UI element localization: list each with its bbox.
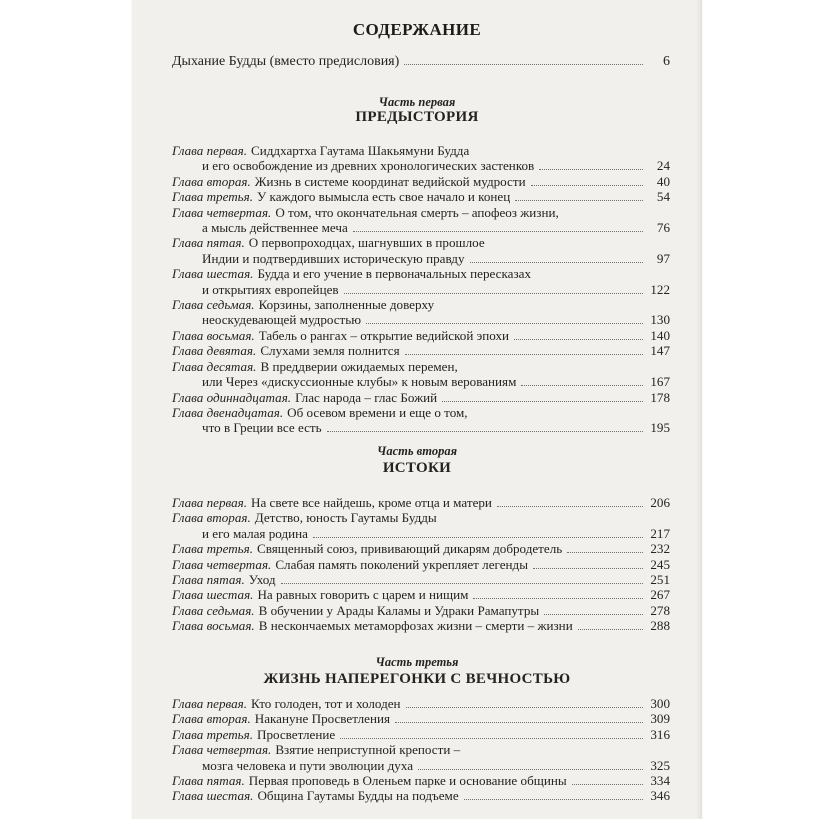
dot-leader — [514, 329, 643, 340]
chapter-label: Глава четвертая. — [172, 742, 272, 758]
chapter-label: Глава четвертая. — [172, 204, 272, 220]
part-label: Часть первая — [378, 95, 456, 109]
chapter-label: Глава первая. — [172, 495, 247, 510]
toc-entry-continuation — [172, 282, 670, 297]
chapter-label: Глава седьмая. — [172, 602, 255, 618]
toc-entry-continuation — [172, 420, 670, 435]
chapter-title: неоскудевающей мудростью — [202, 312, 362, 328]
page-number: 245 — [650, 556, 670, 572]
dot-leader — [515, 190, 643, 201]
dot-leader — [572, 774, 643, 785]
toc-entry — [172, 390, 670, 405]
toc-entry — [172, 711, 670, 726]
page-number: 278 — [650, 602, 670, 618]
chapter-title: Сиддхартха Гаутама Шакьямуни Будда — [251, 143, 470, 158]
part-title: ЖИЗНЬ НАПЕРЕГОНКИ С ВЕЧНОСТЬЮ — [263, 671, 571, 687]
page-number: 76 — [656, 220, 670, 236]
toc-entry — [172, 495, 670, 510]
book-page — [132, 0, 702, 819]
chapter-title: Табель о рангах – открытие ведийской эпохи — [258, 327, 510, 343]
chapter-label: Глава двенадцатая. — [172, 404, 284, 420]
toc-entry — [172, 405, 670, 420]
toc-entry — [172, 359, 670, 374]
chapter-title: У каждого вымысла есть свое начало и конец — [257, 189, 511, 205]
dot-leader — [340, 728, 643, 739]
toc-entry — [172, 603, 670, 618]
chapter-title: Просветление — [257, 726, 336, 742]
page-number: 251 — [650, 572, 670, 588]
toc-entry — [172, 773, 670, 788]
dot-leader — [470, 252, 643, 263]
part-title: ИСТОКИ — [382, 460, 452, 476]
page-number: 6 — [663, 53, 670, 69]
chapter-title: и открытиях европейцев — [202, 281, 339, 297]
chapter-title: Об осевом времени и еще о том, — [287, 404, 468, 420]
chapter-title: Детство, юность Гаутамы Будды — [254, 510, 437, 526]
toc-entry — [172, 143, 670, 158]
page-number: 217 — [650, 525, 670, 541]
chapter-label: Глава восьмая. — [172, 618, 255, 634]
dot-leader — [578, 619, 643, 630]
page-number: 97 — [656, 250, 670, 266]
part-label: Часть третья — [375, 655, 459, 669]
page-number: 325 — [650, 757, 670, 773]
chapter-title: Община Гаутамы Будды на подъеме — [257, 788, 459, 804]
chapter-title: Корзины, заполненные доверху — [258, 297, 435, 313]
part-title: ПРЕДЫСТОРИЯ — [355, 109, 479, 125]
toc-entry — [172, 235, 670, 250]
chapter-label: Глава восьмая. — [172, 327, 255, 343]
chapter-title: Первая проповедь в Оленьем парке и основание общины — [248, 773, 567, 789]
toc-entry — [172, 587, 670, 602]
chapter-title: Жизнь в системе координат ведийской мудрости — [254, 173, 526, 189]
chapter-title: Взятие неприступной крепости – — [275, 742, 461, 758]
toc-entry — [172, 618, 670, 633]
dot-leader — [406, 697, 643, 708]
dot-leader — [497, 496, 643, 507]
chapter-title: Слабая память поколений укрепляет легенды — [275, 556, 528, 572]
chapter-label: Глава одиннадцатая. — [172, 389, 292, 405]
page-number: 206 — [650, 495, 670, 510]
chapter-list — [172, 495, 670, 634]
toc-entry-continuation — [172, 251, 670, 266]
page-number: 167 — [650, 374, 670, 390]
chapter-title: В нескончаемых метаморфозах жизни – смерти – жизни — [258, 618, 573, 634]
chapter-title: мозга человека и пути эволюции духа — [202, 757, 414, 773]
toc-entry — [172, 189, 670, 204]
toc-entry-continuation — [172, 758, 670, 773]
chapter-label: Глава вторая. — [172, 173, 251, 189]
page-title: СОДЕРЖАНИЕ — [352, 20, 482, 39]
chapter-title: и его освобождение из древних хронологических застенков — [202, 158, 535, 174]
chapter-title: Священный союз, прививающий дикарям добродетель — [257, 541, 563, 557]
dot-leader — [544, 604, 643, 615]
page-number: 122 — [650, 281, 670, 297]
toc-entry — [172, 541, 670, 556]
chapter-title: что в Греции все есть — [202, 420, 322, 436]
chapter-title: В преддверии ожидаемых перемен, — [260, 358, 458, 374]
dot-leader — [405, 344, 643, 355]
page-number: 309 — [650, 711, 670, 727]
chapter-title: Уход — [248, 572, 276, 588]
dot-leader — [281, 573, 643, 584]
page-number: 54 — [656, 189, 670, 205]
chapter-label: Глава четвертая. — [172, 556, 272, 572]
toc-entry — [172, 510, 670, 525]
toc-entry — [172, 727, 670, 742]
chapter-title: В обучении у Арады Каламы и Удраки Рамапутры — [258, 602, 540, 618]
toc-entry — [172, 174, 670, 189]
toc-entry-continuation — [172, 312, 670, 327]
toc-entry-continuation — [172, 374, 670, 389]
chapter-list — [172, 696, 670, 804]
dot-leader — [539, 160, 643, 171]
chapter-title: и его малая родина — [202, 525, 308, 541]
toc-entry — [172, 572, 670, 587]
page-number: 195 — [650, 420, 670, 436]
chapter-title: О том, что окончательная смерть – апофеоз жизни, — [275, 204, 559, 220]
dot-leader — [404, 53, 643, 65]
dot-leader — [366, 314, 643, 325]
dot-leader — [464, 790, 643, 801]
chapter-title: На свете все найдешь, кроме отца и матери — [251, 495, 492, 510]
page-number: 140 — [650, 327, 670, 343]
toc-entry — [172, 742, 670, 757]
toc-entry — [172, 343, 670, 358]
chapter-label: Глава третья. — [172, 726, 253, 742]
toc-entry-continuation — [172, 158, 670, 173]
dot-leader — [418, 759, 643, 770]
chapter-label: Глава десятая. — [172, 358, 257, 374]
dot-leader — [533, 558, 643, 569]
chapter-title: Кто голоден, тот и холоден — [251, 696, 401, 711]
toc-entry — [172, 205, 670, 220]
page-number: 334 — [650, 773, 670, 789]
toc-entry — [172, 266, 670, 281]
dot-leader — [442, 391, 643, 402]
chapter-title: Слухами земля полнится — [260, 343, 400, 359]
page-number: 130 — [650, 312, 670, 328]
dot-leader — [327, 422, 643, 433]
dot-leader — [521, 375, 643, 386]
page-number: 232 — [650, 541, 670, 557]
chapter-title: Накануне Просветления — [254, 711, 391, 727]
chapter-label: Глава девятая. — [172, 343, 257, 359]
toc-entry — [172, 696, 670, 711]
chapter-title: О первопроходцах, шагнувших в прошлое — [248, 235, 485, 251]
toc-entry — [172, 557, 670, 572]
page-number: 316 — [650, 726, 670, 742]
dot-leader — [395, 713, 643, 724]
dot-leader — [344, 283, 643, 294]
page-number: 267 — [650, 587, 670, 603]
chapter-title: или Через «дискуссионные клубы» к новым верованиям — [202, 374, 517, 390]
dot-leader — [313, 527, 643, 538]
page-number: 178 — [650, 389, 670, 405]
chapter-label: Глава шестая. — [172, 788, 254, 804]
chapter-label: Глава шестая. — [172, 587, 254, 603]
chapter-title: Индии и подтвердивших историческую правду — [202, 250, 465, 266]
dot-leader — [531, 175, 643, 186]
page-number: 40 — [656, 173, 670, 189]
chapter-title: Глас народа – глас Божий — [295, 389, 438, 405]
chapter-label: Глава шестая. — [172, 266, 254, 282]
dot-leader — [473, 589, 643, 600]
chapter-label: Глава вторая. — [172, 510, 251, 526]
chapter-label: Глава третья. — [172, 189, 253, 205]
chapter-label: Глава первая. — [172, 696, 247, 711]
chapter-label: Глава первая. — [172, 143, 247, 158]
chapter-label: Глава седьмая. — [172, 297, 255, 313]
toc-entry-continuation — [172, 220, 670, 235]
dot-leader — [567, 542, 643, 553]
chapter-label: Глава пятая. — [172, 572, 245, 588]
chapter-label: Глава третья. — [172, 541, 253, 557]
page-number: 24 — [656, 158, 670, 174]
chapter-list — [172, 143, 670, 436]
chapter-label: Глава пятая. — [172, 235, 245, 251]
chapter-label: Глава пятая. — [172, 773, 245, 789]
chapter-label: Глава вторая. — [172, 711, 251, 727]
part-label: Часть вторая — [376, 444, 458, 458]
chapter-title: Будда и его учение в первоначальных пересказах — [257, 266, 531, 282]
chapter-title: На равных говорить с царем и нищим — [257, 587, 469, 603]
toc-entry — [172, 788, 670, 803]
page-number: 288 — [650, 618, 670, 634]
toc-entry — [172, 297, 670, 312]
intro-entry — [172, 53, 670, 70]
dot-leader — [353, 221, 643, 232]
toc-entry — [172, 328, 670, 343]
page-number: 147 — [650, 343, 670, 359]
toc-entry-continuation — [172, 526, 670, 541]
chapter-title: а мысль действеннее меча — [202, 220, 348, 236]
intro-text: Дыхание Будды (вместо предисловия) — [172, 53, 400, 69]
page-number: 346 — [650, 788, 670, 804]
page-number: 300 — [650, 696, 670, 711]
